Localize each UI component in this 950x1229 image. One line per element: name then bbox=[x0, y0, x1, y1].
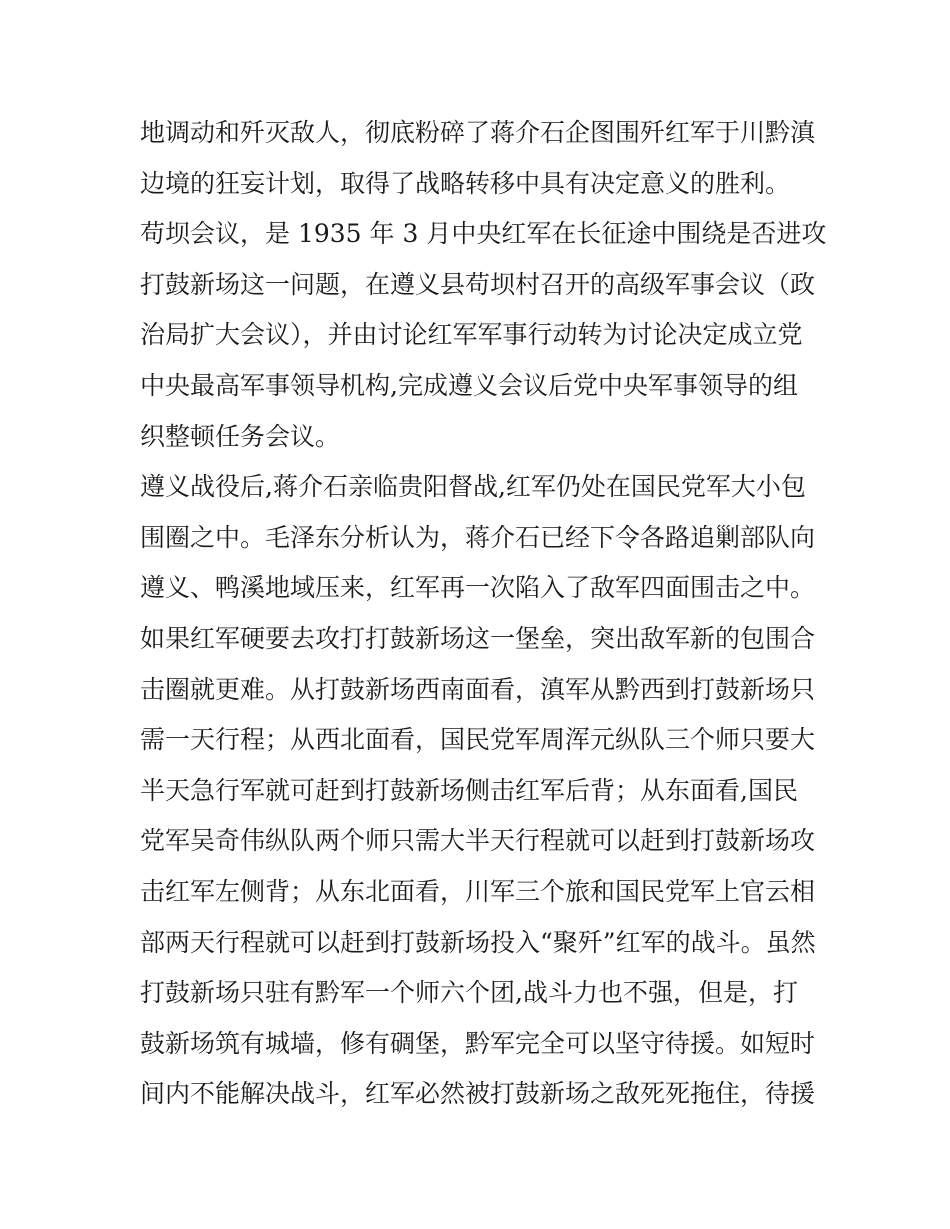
text-line-13: 需一天行程；从西北面看，国民党军周浑元纵队三个师只要大 bbox=[140, 725, 816, 755]
text-line-19: 鼓新场筑有城墙，修有碉堡，黔军完全可以坚守待援。如短时 bbox=[140, 1028, 816, 1058]
text-line-2: 边境的狂妄计划，取得了战略转移中具有决定意义的胜利。 bbox=[140, 168, 791, 198]
text-line-20: 间内不能解决战斗，红军必然被打鼓新场之敌死死拖住，待援 bbox=[140, 1079, 816, 1109]
text-line-6: 中央最高军事领导机构,完成遵义会议后党中央军事领导的组 bbox=[140, 370, 798, 400]
body-text bbox=[140, 108, 827, 1120]
text-line-17: 部两天行程就可以赶到打鼓新场投入“聚歼”红军的战斗。虽然 bbox=[140, 927, 816, 957]
text-line-16: 击红军左侧背；从东北面看，川军三个旅和国民党军上官云相 bbox=[140, 876, 816, 906]
text-line-5: 治局扩大会议），并由讨论红军军事行动转为讨论决定成立党 bbox=[140, 320, 803, 350]
text-line-7: 织整顿任务会议。 bbox=[140, 421, 341, 451]
text-line-15: 党军吴奇伟纵队两个师只需大半天行程就可以赶到打鼓新场攻 bbox=[140, 826, 816, 856]
text-line-3: 苟坝会议，是 1935 年 3 月中央红军在长征途中围绕是否进攻 bbox=[140, 219, 827, 249]
text-line-12: 击圈就更难。从打鼓新场西南面看，滇军从黔西到打鼓新场只 bbox=[140, 674, 816, 704]
text-line-9: 围圈之中。毛泽东分析认为，蒋介石已经下令各路追剿部队向 bbox=[140, 522, 816, 552]
text-line-8: 遵义战役后,蒋介石亲临贵阳督战,红军仍处在国民党军大小包 bbox=[140, 472, 806, 502]
text-line-14: 半天急行军就可赶到打鼓新场侧击红军后背；从东面看,国民 bbox=[140, 775, 798, 805]
text-line-18: 打鼓新场只驻有黔军一个师六个团,战斗力也不强，但是，打 bbox=[140, 978, 798, 1008]
text-line-10: 遵义、鸭溪地域压来，红军再一次陷入了敌军四面围击之中。 bbox=[140, 573, 816, 603]
text-line-11: 如果红军硬要去攻打打鼓新场这一堡垒，突出敌军新的包围合 bbox=[140, 623, 816, 653]
text-line-1: 地调动和歼灭敌人，彻底粉碎了蒋介石企图围歼红军于川黔滇 bbox=[140, 118, 816, 147]
text-line-4: 打鼓新场这一问题，在遵义县苟坝村召开的高级军事会议（政 bbox=[140, 269, 816, 299]
